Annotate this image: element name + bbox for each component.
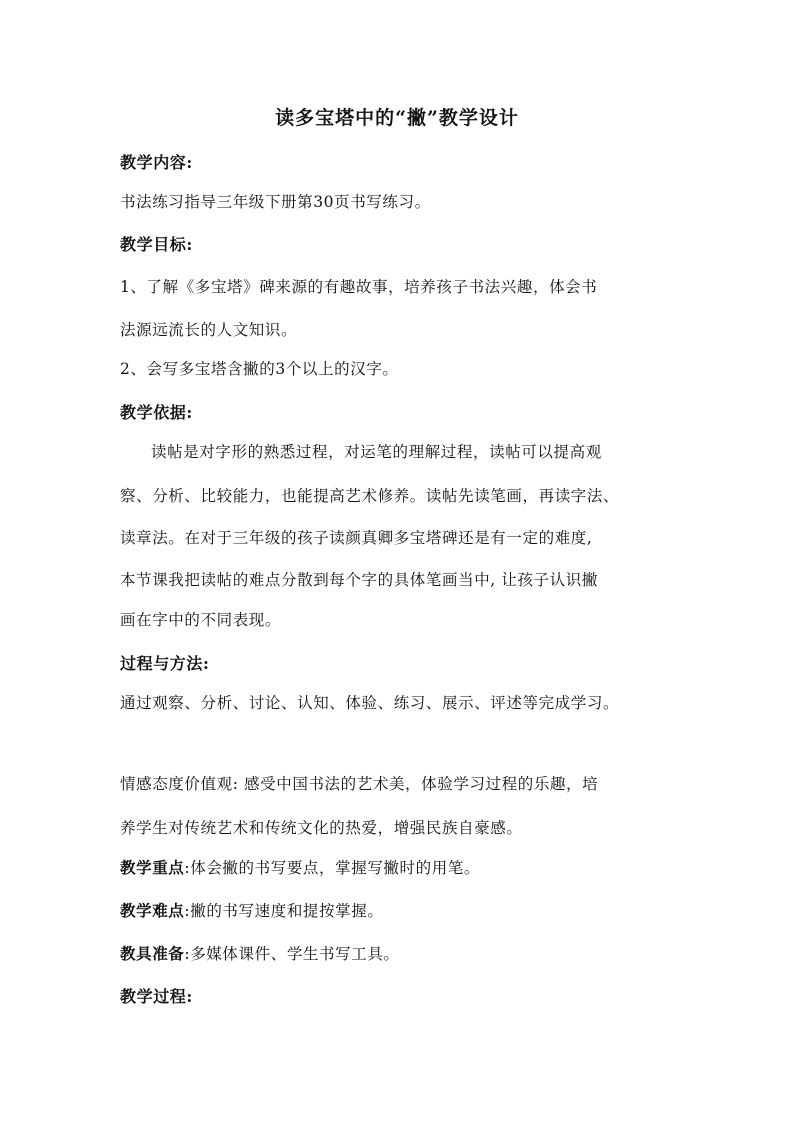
basis-line3: 读章法。在对于三年级的孩子读颜真卿多宝塔碑还是有一定的难度,	[120, 529, 593, 547]
key-point-label: 教学重点	[120, 858, 185, 877]
difficulty-line	[120, 899, 680, 921]
basis-line2: 察、分析、比较能力，也能提高艺术修养。读帖先读笔画，再读字法、	[120, 487, 620, 505]
key-point-line	[120, 856, 680, 878]
goal1-line2: 法源远流长的人文知识。	[120, 321, 298, 339]
document-title: 读多宝塔中的“撇”教学设计	[275, 107, 519, 129]
process-method-heading: 过程与方法:	[120, 654, 210, 673]
emotion-line1: 情感态度价值观: 感受中国书法的艺术美，体验学习过程的乐趣，培	[120, 775, 599, 793]
goal2-text: 2、会写多宝塔含撇的3个以上的汉字。	[120, 360, 399, 378]
content-text: 书法练习指导三年级下册第30页书写练习。	[120, 193, 431, 211]
basis-line1: 读帖是对字形的熟悉过程，对运笔的理解过程，读帖可以提高观	[151, 443, 602, 461]
goal1-line1: 1、了解《多宝塔》碑来源的有趣故事，培养孩子书法兴趣，体会书	[120, 278, 598, 296]
process-method-text: 通过观察、分析、讨论、认知、体验、练习、展示、评述等完成学习。	[120, 694, 620, 712]
difficulty-text: :撇的书写速度和提按掌握。	[184, 902, 384, 920]
tools-label: 教具准备	[120, 944, 185, 963]
basis-line5: 画在字中的不同表现。	[120, 611, 282, 629]
key-point-text: :体会撇的书写要点，掌握写撇时的用笔。	[184, 859, 481, 877]
goals-heading: 教学目标:	[120, 235, 193, 254]
tools-line	[120, 942, 680, 964]
content-heading: 教学内容:	[120, 153, 193, 172]
tools-text: :多媒体课件、学生书写工具。	[184, 945, 400, 963]
basis-heading: 教学依据:	[120, 403, 193, 422]
difficulty-label: 教学难点	[120, 901, 185, 920]
emotion-line2: 养学生对传统艺术和传统文化的热爱，增强民族自豪感。	[120, 819, 523, 837]
basis-line4: 本节课我把读帖的难点分散到每个字的具体笔画当中, 让孩子认识撇	[120, 571, 598, 589]
procedure-heading: 教学过程:	[120, 987, 193, 1006]
